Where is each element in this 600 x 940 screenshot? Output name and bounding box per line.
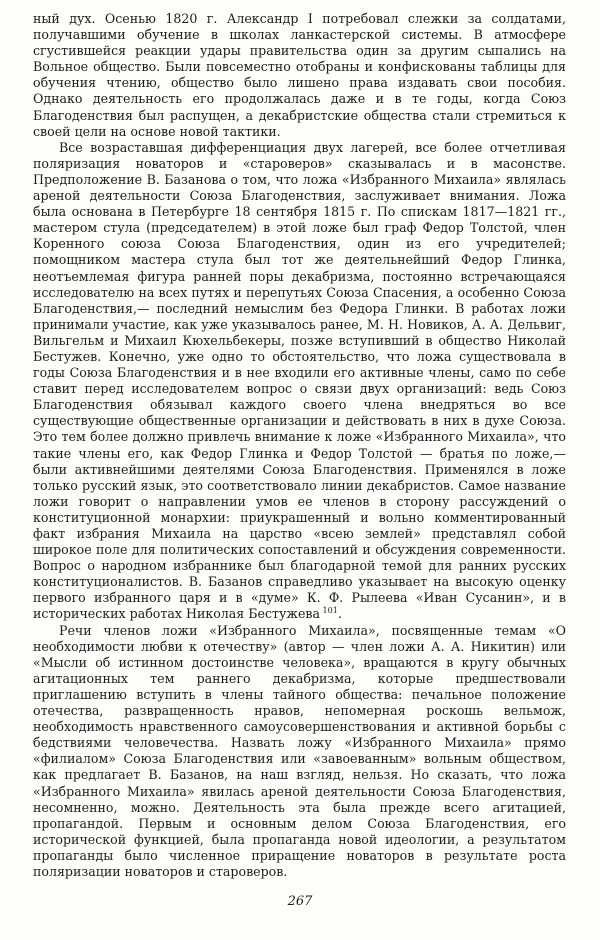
- paragraph-text: Все возраставшая дифференциация двух лагерей, все более отчетливая поляризация новаторов и «староверов» сказывалась и в масонстве. Предположение В. Базанова о том, что ложа «Избранного Михаила» являлась ареной деятельности Союза Благоденствия, заслуживает внимания. Ложа была основана в Петербурге 18 сентября 1815 г. По спискам 1817—1821 гг., мастером стула (председателем) в этой ложе был граф Федор Толстой, член Коренного союза Союза Благоденствия, один из его учредителей; помощником мастера стула был тот же деятельнейший Федор Глинка, неотъемлемая фигура ранней поры декабризма, постоянно встречающаяся исследователю на всех путях и перепутьях Союза Спасения, а особенно Союза Благоденствия,— последний немыслим без Федора Глинки. В работах ложи принимали участие, как уже указывалось ранее, М. Н. Новиков, А. А. Дельвиг, Вильгельм и Михаил Кюхельбекеры, позже вступивший в общество Николай Бестужев. Конечно, уже одно то обстоятельство, что ложа существовала в годы Союза Благоденствия и в нее входили его активные члены, само по себе ставит перед исследователем вопрос о связи двух организаций: ведь Союз Благоденствия обязывал каждого своего члена внедряться во все существующие общественные организации и действовать в них в духе Союза. Это тем более должно привлечь внимание к ложе «Избранного Михаила», что такие члены его, как Федор Глинка и Федор Толстой — братья по ложе,— были активнейшими деятелями Союза Благоденствия. Применялся в ложе только русский язык, это соответствовало линии декабристов. Самое название ложи говорит о направлении умов ее членов в сторону рассуждений о конституционной монархии: приукрашенный и вольно комментированный факт избрания Михаила на царство «всею землей» представлял собой широкое поле для политических сопоставлений и обсуждения современности. Вопрос о народном избраннике был благодарной темой для ранних русских конституционалистов. В. Базанов справедливо указывает на высокую оценку первого избранного царя и в «думе» К. Ф. Рылеева «Иван Сусанин», и в исторических работах Николая Бестужева: [33, 139, 566, 622]
- body-text: [33, 11, 566, 880]
- paragraph-continued: ный дух. Осенью 1820 г. Александр I потребовал слежки за солдатами, получавшими обучение в школах ланкастерской системы. В атмосфере сгустившейся реакции удары правительства один за другим сыпались на Вольное общество. Были повсеместно отобраны и конфискованы таблицы для обучения чтению, общество было лишено права издавать свои пособия. Однако деятельность его продолжалась даже и в те годы, когда Союз Благоденствия был распущен, а декабристские общества стали стремиться к своей цели на основе новой тактики.: [33, 11, 566, 139]
- footnote-marker: 101: [322, 606, 338, 616]
- paragraph-lodge-mikhail: Все возраставшая дифференциация двух лагерей, все более отчетливая поляризация новаторов и «староверов» сказывалась и в масонстве. Предположение В. Базанова о том, что ложа «Избранного Михаила» являлась ареной деятельности Союза Благоденствия, заслуживает внимания. Ложа была основана в Петербурге 18 сентября 1815 г. По спискам 1817—1821 гг., мастером стула (председателем) в этой ложе был граф Федор Толстой, член Коренного союза Союза Благоденствия, один из его учредителей; помощником мастера стула был тот же деятельнейший Федор Глинка, неотъемлемая фигура ранней поры декабризма, постоянно встречающаяся исследователю на всех путях и перепутьях Союза Спасения, а особенно Союза Благоденствия,— последний немыслим без Федора Глинки. В работах ложи принимали участие, как уже указывалось ранее, М. Н. Новиков, А. А. Дельвиг, Вильгельм и Михаил Кюхельбекеры, позже вступивший в общество Николай Бестужев. Конечно, уже одно то обстоятельство, что ложа существовала в годы Союза Благоденствия и в нее входили его активные члены, само по себе ставит перед исследователем вопрос о связи двух организаций: ведь Союз Благоденствия обязывал каждого своего члена внедряться во все существующие общественные организации и действовать в них в духе Союза. Это тем более должно привлечь внимание к ложе «Избранного Михаила», что такие члены его, как Федор Глинка и Федор Толстой — братья по ложе,— были активнейшими деятелями Союза Благоденствия. Применялся в ложе только русский язык, это соответствовало линии декабристов. Самое название ложи говорит о направлении умов ее членов в сторону рассуждений о конституционной монархии: приукрашенный и вольно комментированный факт избрания Михаила на царство «всею землей» представлял собой широкое поле для политических сопоставлений и обсуждения современности. Вопрос о народном избраннике был благодарной темой для ранних русских конституционалистов. В. Базанов справедливо указывает на высокую оценку первого избранного царя и в «думе» К. Ф. Рылеева «Иван Сусанин», и в исторических работах Николая Бестужева $^{101}$.: [33, 139, 566, 622]
- page-number: 267: [287, 894, 313, 909]
- paragraph-lodge-speeches: Речи членов ложи «Избранного Михаила», посвященные темам «О необходимости любви к отечеству» (автор — член ложи А. А. Никитин) или «Мысли об истинном достоинстве человека», вращаются в кругу обычных агитационных тем раннего декабризма, которые предшествовали приглашению вступить в члены тайного общества: печальное положение отечества, развращенность нравов, непомерная роскошь вельмож, необходимость нравственного самоусовершенствования и активной борьбы с бедствиями человечества. Назвать ложу «Избранного Михаила» прямо «филиалом» Союза Благоденствия или «завоеванным» вольным обществом, как предлагает В. Базанов, на наш взгляд, нельзя. Но сказать, что ложа «Избранного Михаила» явилась ареной деятельности Союза Благоденствия, несомненно, можно. Деятельность эта была прежде всего агитацией, пропагандой. Первым и основным делом Союза Благоденствия, его исторической функцией, была пропаганда новой идеологии, а результатом пропаганды было численное приращение новаторов в результате роста поляризации новаторов и староверов.: [33, 622, 566, 879]
